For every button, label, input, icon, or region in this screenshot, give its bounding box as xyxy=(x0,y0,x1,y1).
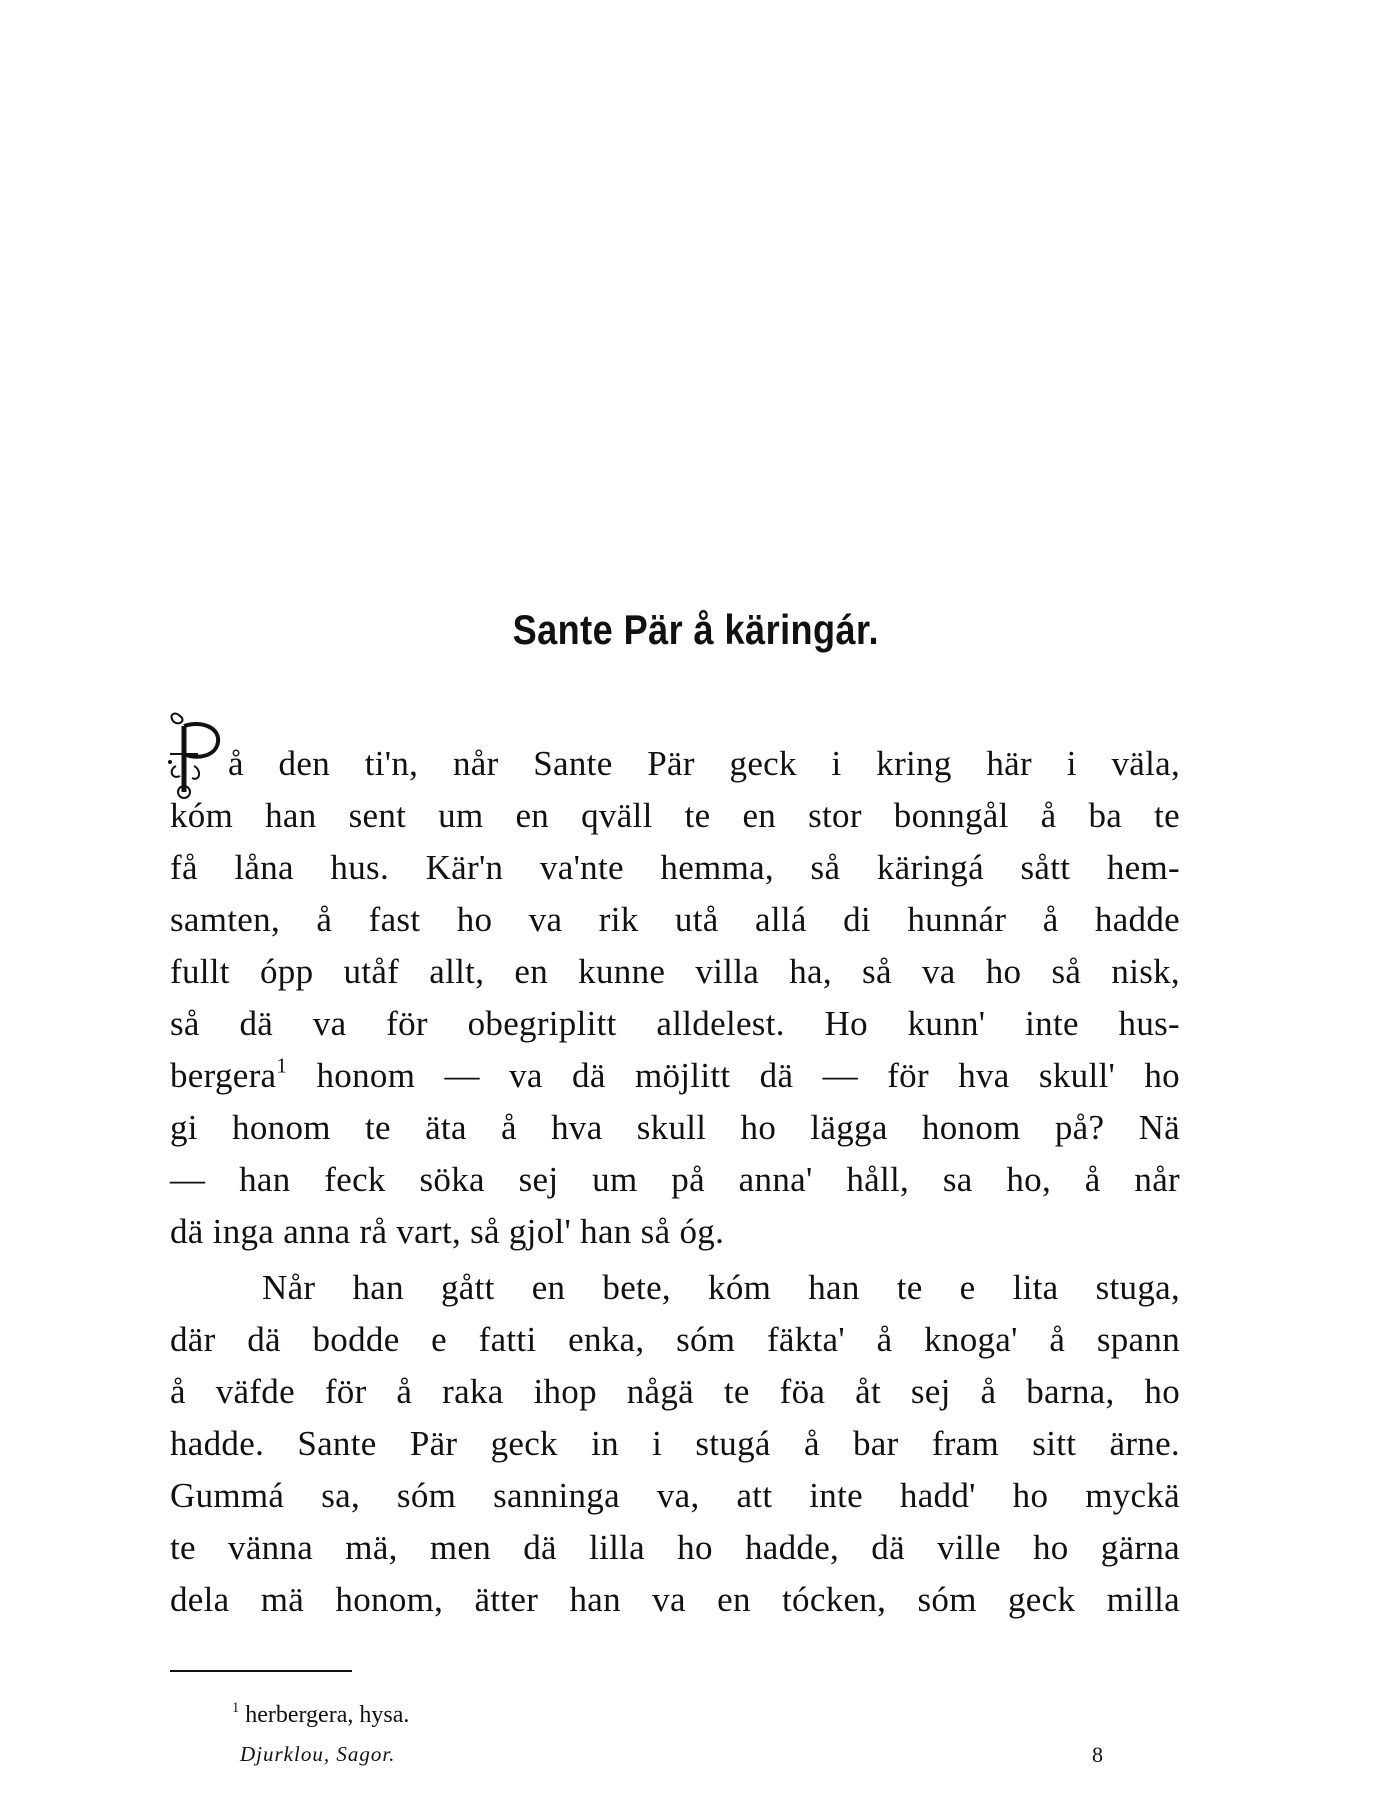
text-line: dä inga anna rå vart, så gjol' han så óg. xyxy=(170,1212,725,1251)
text-line: gi honom te äta å hva skull ho lägga honom på? Nä xyxy=(170,1108,1180,1147)
text-line: te vänna mä, men dä lilla ho hadde, dä ville ho gärna xyxy=(170,1528,1180,1567)
text-line: å väfde för å raka ihop någä te föa åt sej å barna, ho xyxy=(170,1372,1180,1411)
text-line: hadde. Sante Pär geck in i stugá å bar fram sitt ärne. xyxy=(170,1424,1180,1463)
text-line: dela mä honom, ätter han va en tócken, sóm geck milla xyxy=(170,1580,1180,1619)
text-line: samten, å fast ho va rik utå allá di hunnár å hadde xyxy=(170,900,1180,939)
paragraph-2 xyxy=(170,1262,1180,1626)
text-fragment: bergera xyxy=(170,1056,277,1095)
footnote-divider xyxy=(170,1670,352,1672)
paragraph-1 xyxy=(170,738,1180,1258)
chapter-title: Sante Pär å käringár. xyxy=(512,606,880,653)
text-line: kóm han sent um en qväll te en stor bonngål å ba te xyxy=(170,796,1180,835)
text-line: fullt ópp utåf allt, en kunne villa ha, så va ho så nisk, xyxy=(170,952,1180,991)
footnote-marker: 1 xyxy=(232,1699,240,1716)
text-line: å den ti'n, når Sante Pär geck i kring här i väla, xyxy=(228,744,1180,783)
page-number: 8 xyxy=(1092,1742,1103,1767)
text-line: Gummá sa, sóm sanninga va, att inte hadd' ho myckä xyxy=(170,1476,1180,1515)
text-line: där dä bodde e fatti enka, sóm fäkta' å knoga' å spann xyxy=(170,1320,1180,1359)
footnote-text: herbergera, hysa. xyxy=(239,1702,410,1728)
signature-mark: Djurklou, Sagor. xyxy=(240,1742,396,1766)
text-line-with-footnote-ref xyxy=(170,1050,1180,1102)
text-line: Når han gått en bete, kóm han te e lita stuga, xyxy=(262,1268,1180,1307)
footnote-reference: 1 xyxy=(276,1053,288,1078)
text-fragment: honom — va dä möjlitt dä — för hva skull' ho xyxy=(287,1056,1180,1095)
text-line: — han feck söka sej um på anna' håll, sa ho, å når xyxy=(170,1160,1180,1199)
footnote xyxy=(232,1698,409,1732)
text-line: så dä va för obegriplitt alldelest. Ho kunn' inte hus- xyxy=(170,1004,1180,1043)
text-line: få låna hus. Kär'n va'nte hemma, så käringá sått hem- xyxy=(170,848,1180,887)
